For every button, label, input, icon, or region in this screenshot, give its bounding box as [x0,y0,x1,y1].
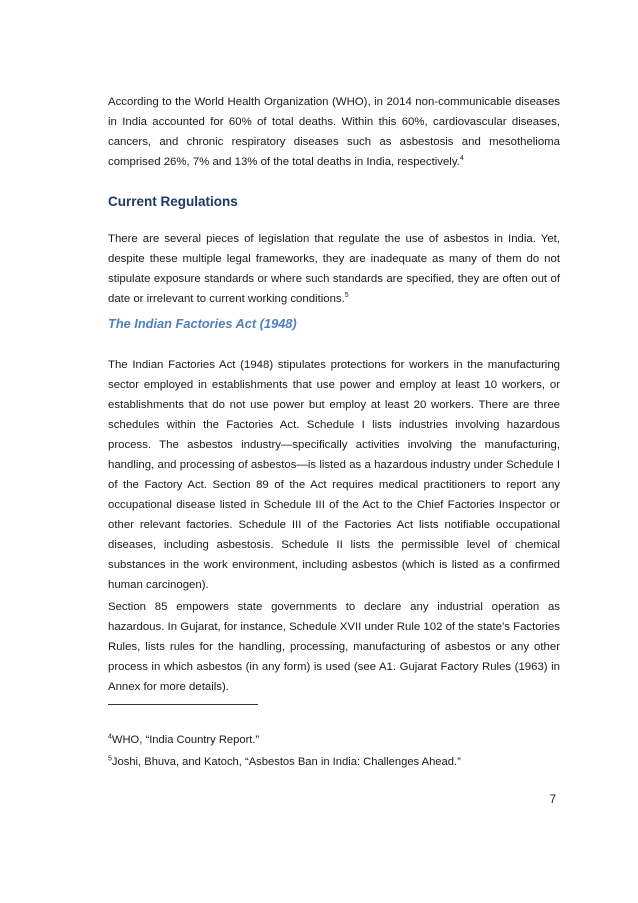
paragraph-who-stats [108,92,560,172]
footnote-4-text: WHO, “India Country Report.” [111,734,260,746]
section-heading-current-regulations: Current Regulations [108,194,238,209]
footnote-4 [108,733,560,747]
paragraph-who-stats-text: According to the World Health Organization (WHO), in 2014 non-communicable diseases in India accounted for 60% of total deaths. Within this 60%, cardiovascular diseases, cancers, and chronic respiratory diseases such as asbestosis and mesothelioma comprised 26%, 7% and 13% of the total deaths in India, respectively. [108,96,560,168]
paragraph-regulations-intro [108,229,560,309]
paragraph-factories-act: The Indian Factories Act (1948) stipulates protections for workers in the manufacturing sector employed in establishments that use power and employ at least 10 workers, or establishments that do not use power but employ at least 20 workers. There are three schedules within the Factories Act. Schedule I lists industries involving hazardous process. The asbestos industry—specifically activities involving the manufacturing, handling, and processing of asbestos—is listed as a hazardous industry under Schedule I of the Factory Act. Section 89 of the Act requires medical practitioners to report any occupational disease listed in Schedule III of the Act to the Chief Factories Inspector or other relevant factories. Schedule III of the Factories Act lists notifiable occupational diseases, including asbestosis. Schedule II lists the permissible level of chemical substances in the work environment, including asbestos (which is listed as a confirmed human carcinogen). [108,359,560,591]
page-number: 7 [549,794,556,806]
footnote-separator [108,704,258,705]
footnote-5-text: Joshi, Bhuva, and Katoch, “Asbestos Ban in India: Challenges Ahead.” [111,756,461,768]
subsection-heading-factories-act: The Indian Factories Act (1948) [108,316,297,331]
footnote-ref-5[interactable]: 5 [344,292,349,300]
footnote-ref-4[interactable]: 4 [459,155,464,163]
footnote-4-number: 4 [108,733,112,741]
paragraph-regulations-intro-text: There are several pieces of legislation that regulate the use of asbestos in India. Yet, despite these multiple legal frameworks, they are inadequate as many of them do not stipulate exposure standards or where such standards are specified, they are often out of date or irrelevant to current working conditions. [108,233,560,305]
paragraph-section-85: Section 85 empowers state governments to declare any industrial operation as hazardous. In Gujarat, for instance, Schedule XVII under Rule 102 of the state’s Factories Rules, lists rules for the handling, processing, manufacturing of asbestos or any other process in which asbestos (in any form) is used (see A1. Gujarat Factory Rules (1963) in Annex for more details). [108,601,560,693]
footnote-5-number: 5 [108,755,112,763]
footnote-5 [108,755,560,769]
